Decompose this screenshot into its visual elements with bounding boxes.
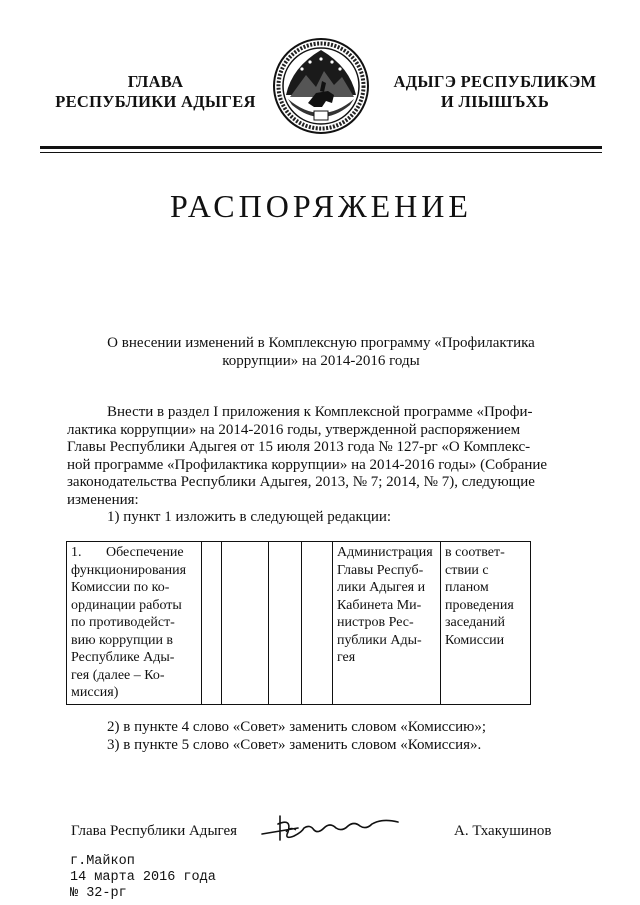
cell-line: Комиссии <box>445 632 505 648</box>
cell-line: лики Адыгея и <box>337 580 426 595</box>
cell-line: заседаний <box>445 615 505 630</box>
list-item-3: 3) в пункте 5 слово «Совет» заменить словом «Комиссия». <box>107 736 482 753</box>
cell-line: ствии с <box>445 562 489 578</box>
cell-line: Кабинета Ми- <box>337 597 422 613</box>
cell-line: планом <box>445 580 489 595</box>
paragraph-line: ной программе «Профилактика коррупции» на 2014-2016 годы» (Собрание <box>67 456 548 473</box>
document-footer <box>70 854 216 902</box>
header-divider-thin <box>40 152 602 153</box>
paragraph-line: Главы Республики Адыгея от 15 июля 2013 года № 127-рг «О Комплекс- <box>67 439 531 455</box>
paragraph-line: лактика коррупции» на 2014-2016 годы, утвержденной распоряжением <box>67 421 521 438</box>
paragraph-line: изменения: <box>67 491 139 508</box>
header-right-line2: И ЛІЫШЪХЬ <box>440 92 550 111</box>
table-cell-measure <box>67 542 202 705</box>
header-left-line2: РЕСПУБЛИКИ АДЫГЕЯ <box>55 92 256 111</box>
list-item-2: 2) в пункте 4 слово «Совет» заменить словом «Комиссию»; <box>107 719 486 735</box>
table-cell-empty <box>202 542 222 705</box>
revision-table <box>66 541 531 705</box>
cell-line: Республике Ады- <box>71 650 175 665</box>
footer-number: № 32-рг <box>70 886 127 901</box>
cell-line: миссия) <box>71 685 119 700</box>
cell-line: Администрация <box>337 545 433 560</box>
cell-line: Главы Респуб- <box>337 562 424 578</box>
list-item-1: 1) пункт 1 изложить в следующей редакции: <box>107 509 392 525</box>
table-cell-deadline <box>441 542 531 705</box>
cell-line: нистров Рес- <box>337 615 414 630</box>
table-cell-responsible <box>333 542 441 705</box>
signatory-position: Глава Республики Адыгея <box>71 823 238 839</box>
header-right-line1: АДЫГЭ РЕСПУБЛИКЭМ <box>393 72 597 91</box>
cell-line: функционирования <box>71 562 187 578</box>
paragraph-line: Внести в раздел I приложения к Комплексной программе «Профи- <box>107 404 533 420</box>
table-cell-empty <box>269 542 302 705</box>
cell-line: по противодейст- <box>71 615 175 630</box>
header-left-line1: ГЛАВА <box>127 72 184 91</box>
cell-line: вию коррупции в <box>71 632 174 648</box>
header-right <box>380 72 610 112</box>
paragraph-line: законодательства Республики Адыгея, 2013, № 7; 2014, № 7), следующие <box>67 474 535 490</box>
cell-line: ординации работы <box>71 597 182 613</box>
cell-line: в соответ- <box>445 545 505 560</box>
cell-line: гея <box>337 650 356 665</box>
footer-city: г.Майкоп <box>70 854 135 869</box>
cell-line: гея (далее – Ко- <box>71 667 165 683</box>
table-row <box>67 542 531 705</box>
cell-line: 1. Обеспечение <box>71 545 184 560</box>
table-cell-empty <box>302 542 333 705</box>
header-left <box>48 72 263 112</box>
footer-date: 14 марта 2016 года <box>70 870 216 885</box>
cell-line: Комиссии по ко- <box>71 580 170 595</box>
header-divider-thick <box>40 146 602 149</box>
cell-line: проведения <box>445 597 514 613</box>
signatory-name: А. Тхакушинов <box>454 823 552 839</box>
coat-of-arms-icon <box>272 37 370 135</box>
document-title: РАСПОРЯЖЕНИЕ <box>170 188 472 224</box>
document-subject: О внесении изменений в Комплексную программу «Профилактика коррупции» на 2014-2016 годы <box>107 335 535 369</box>
handwritten-signature-icon <box>258 806 408 846</box>
list-items-after-table <box>107 719 587 754</box>
table-cell-empty <box>222 542 269 705</box>
main-paragraph <box>67 404 567 527</box>
cell-line: публики Ады- <box>337 632 422 648</box>
